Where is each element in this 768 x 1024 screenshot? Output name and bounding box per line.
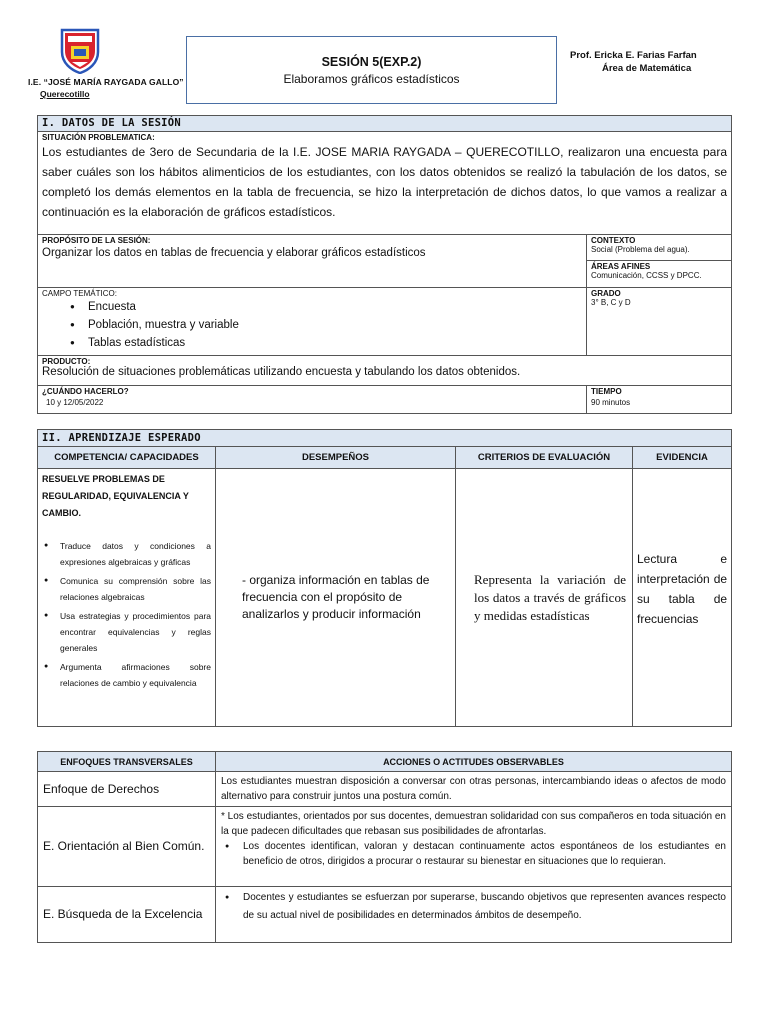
competencia-cell bbox=[38, 469, 216, 727]
col-acciones: ACCIONES O ACTITUDES OBSERVABLES bbox=[216, 752, 732, 772]
grado-cell bbox=[587, 288, 732, 356]
enfoque-actions bbox=[216, 807, 732, 887]
evidencia-text: Lectura e interpretación de su tabla de frecuencias bbox=[637, 552, 728, 626]
areas-text: Comunicación, CCSS y DPCC. bbox=[591, 271, 702, 280]
session-title: SESIÓN 5(EXP.2) bbox=[321, 55, 422, 69]
action-item: ● Docentes y estudiantes se esfuerzan por superarse, buscando objetivos que representen avances respecto de su actual nivel de posibilidades en determinados ámbitos de desempeño. bbox=[221, 889, 726, 925]
section-2-heading: II. APRENDIZAJE ESPERADO bbox=[38, 430, 732, 447]
criterio-cell bbox=[456, 469, 633, 727]
campo-item: ● Tablas estadísticas bbox=[70, 334, 582, 352]
cuando-label: ¿CUÁNDO HACERLO? bbox=[42, 387, 129, 396]
tiempo-cell bbox=[587, 386, 732, 414]
enfoque-name: E. Orientación al Bien Común. bbox=[38, 807, 216, 887]
enfoque-name: Enfoque de Derechos bbox=[38, 772, 216, 807]
situacion-text: Los estudiantes de 3ero de Secundaria de la I.E. JOSE MARIA RAYGADA – QUERECOTILLO, realizaron una encuesta para saber cuáles son los hábitos alimenticios de los estudiantes, con los datos obtenidos se realizó la tabulación de los datos, se completó los demás elementos en la tabla de frecuencia, se hizo la interpretación de dichos datos, lo que vamos a realizar a continuación es la elaboración de gráficos estadísticos. bbox=[42, 145, 727, 219]
campo-list bbox=[70, 298, 582, 352]
enfoque-actions bbox=[216, 887, 732, 943]
tiempo-label: TIEMPO bbox=[591, 387, 622, 396]
proposito-text: Organizar los datos en tablas de frecuencia y elaborar gráficos estadísticos bbox=[42, 247, 426, 259]
school-name: I.E. “JOSÉ MARÍA RAYGADA GALLO” bbox=[28, 77, 184, 87]
action-list bbox=[221, 839, 726, 869]
producto-label: PRODUCTO: bbox=[42, 357, 91, 366]
evidencia-cell bbox=[633, 469, 732, 727]
competencia-title: RESUELVE PROBLEMAS DE REGULARIDAD, EQUIVALENCIA Y CAMBIO. bbox=[42, 474, 189, 518]
campo-item: ● Encuesta bbox=[70, 298, 582, 316]
proposito-cell bbox=[38, 235, 587, 288]
school-logo bbox=[58, 26, 102, 74]
capacidad-item: ● Comunica su comprensión sobre las relaciones algebraicas bbox=[42, 573, 211, 605]
campo-cell bbox=[38, 288, 587, 356]
contexto-label: CONTEXTO bbox=[591, 236, 636, 245]
professor-name: Prof. Ericka E. Farias Farfan bbox=[570, 50, 697, 61]
producto-text: Resolución de situaciones problemáticas utilizando encuesta y tabulando los datos obtenidos. bbox=[42, 366, 521, 378]
enfoque-actions bbox=[216, 772, 732, 807]
contexto-text: Social (Problema del agua). bbox=[591, 245, 690, 254]
situacion-label: SITUACIÓN PROBLEMATICA: bbox=[42, 133, 155, 142]
desempeno-text: - organiza información en tablas de frecuencia con el propósito de analizarlos y producir información bbox=[242, 573, 430, 621]
session-title-box bbox=[186, 36, 557, 104]
enfoques-table bbox=[37, 751, 732, 943]
campo-item: ● Población, muestra y variable bbox=[70, 316, 582, 334]
contexto-cell bbox=[587, 235, 732, 261]
capacidad-item: ● Traduce datos y condiciones a expresiones algebraicas y gráficas bbox=[42, 538, 211, 570]
grado-text: 3° B, C y D bbox=[591, 298, 631, 307]
cuando-cell bbox=[38, 386, 587, 414]
school-town: Querecotillo bbox=[40, 89, 90, 99]
col-evidencia: EVIDENCIA bbox=[633, 447, 732, 469]
col-criterios: CRITERIOS DE EVALUACIÓN bbox=[456, 447, 633, 469]
capacidades-list bbox=[42, 538, 211, 691]
action-item: ● Los docentes identifican, valoran y destacan continuamente actos espontáneos de los estudiantes en beneficio de otros, dirigidos a procurar o restaurar su bienestar en situaciones que lo requieran. bbox=[221, 839, 726, 869]
action-list bbox=[221, 889, 726, 925]
criterio-text: Representa la variación de los datos a través de gráficos y medidas estadísticas bbox=[474, 571, 626, 623]
areas-cell bbox=[587, 261, 732, 288]
section-1-heading: I. DATOS DE LA SESIÓN bbox=[38, 116, 732, 132]
session-data-table bbox=[37, 115, 732, 414]
learning-table bbox=[37, 429, 732, 727]
tiempo-text: 90 minutos bbox=[591, 398, 631, 407]
producto-cell bbox=[38, 356, 732, 386]
action-text: * Los estudiantes, orientados por sus docentes, demuestran solidaridad con sus compañeros en toda situación en la que padecen dificultades que rebasan sus posibilidades de afrontarlas. bbox=[221, 811, 726, 837]
areas-label: ÁREAS AFINES bbox=[591, 262, 651, 271]
action-text: Los estudiantes muestran disposición a conversar con otras personas, intercambiando ideas o afectos de modo alternativo para construir juntos una postura común. bbox=[221, 776, 726, 802]
capacidad-item: ● Argumenta afirmaciones sobre relaciones de cambio y equivalencia bbox=[42, 659, 211, 691]
proposito-label: PROPÓSITO DE LA SESIÓN: bbox=[42, 236, 151, 245]
enfoque-name: E. Búsqueda de la Excelencia bbox=[38, 887, 216, 943]
capacidad-item: ● Usa estrategias y procedimientos para encontrar equivalencias y reglas generales bbox=[42, 608, 211, 656]
desempeno-cell bbox=[216, 469, 456, 727]
subject-area: Área de Matemática bbox=[602, 63, 692, 74]
col-enfoques: ENFOQUES TRANSVERSALES bbox=[38, 752, 216, 772]
cuando-text: 10 y 12/05/2022 bbox=[46, 398, 104, 407]
situacion-cell bbox=[38, 132, 732, 235]
grado-label: GRADO bbox=[591, 289, 621, 298]
col-competencia: COMPETENCIA/ CAPACIDADES bbox=[38, 447, 216, 469]
campo-label: CAMPO TEMÁTICO: bbox=[42, 289, 117, 298]
session-subtitle: Elaboramos gráficos estadísticos bbox=[283, 72, 460, 86]
col-desempenos: DESEMPEÑOS bbox=[216, 447, 456, 469]
